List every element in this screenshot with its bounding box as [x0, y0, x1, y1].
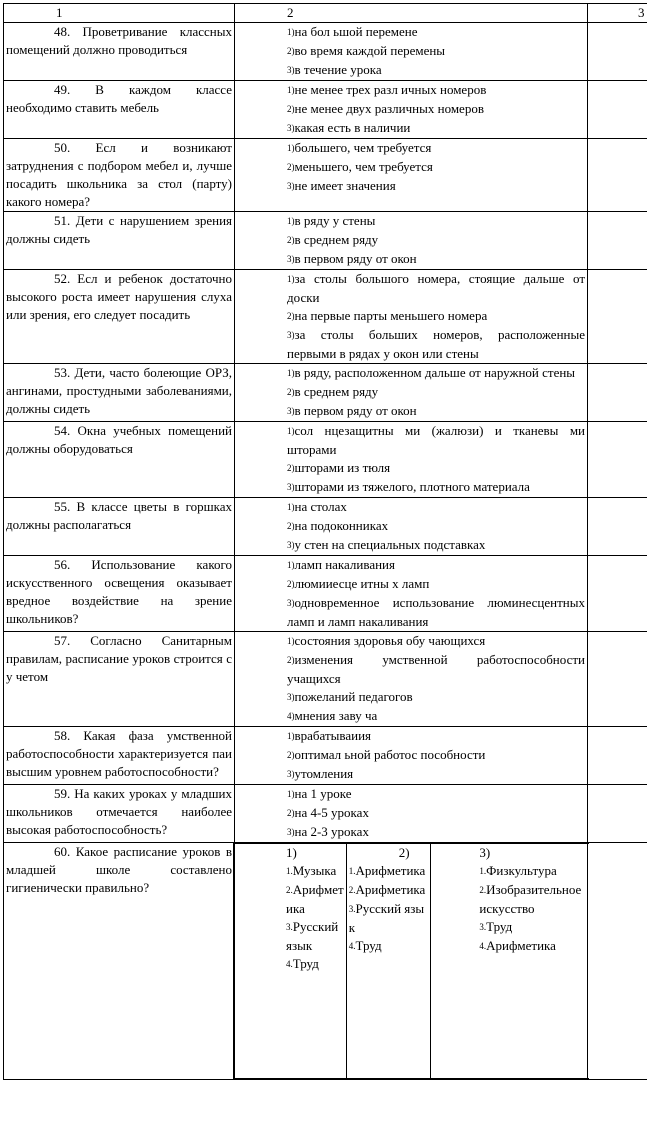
question-text: 49. В каждом классе необходимо ставить мебель [6, 82, 232, 115]
table-row [4, 212, 647, 270]
option-text: утомления [294, 766, 354, 781]
option-text: пожеланий педагогов [294, 689, 413, 704]
option-text: шторами из тяжелого, плотного материала [294, 479, 530, 494]
item-number: 4. [348, 941, 356, 951]
answer-option [287, 498, 585, 517]
answer-cell[interactable] [588, 556, 647, 632]
schedule-variants-cell [235, 843, 588, 1080]
question-text: 52. Есл и ребенок достаточно высокого роста имеет нарушения слуха или зрения, его следует посадить [6, 271, 232, 322]
question-cell [4, 270, 235, 364]
schedule-variant-2 [346, 844, 431, 1079]
question-cell [4, 498, 235, 556]
answer-option [287, 785, 585, 804]
item-text: Арифметика [355, 882, 426, 897]
question-cell [4, 81, 235, 139]
answer-option [287, 100, 585, 119]
variant-item [349, 862, 429, 881]
option-text: на столах [294, 499, 347, 514]
option-text: шторами из тюля [294, 460, 391, 475]
answer-option [287, 536, 585, 555]
item-text: Русский язык [348, 901, 425, 935]
option-number: 1) [287, 143, 295, 153]
variant-item [479, 881, 587, 918]
question-text: 60. Какое расписание уроков в младшей школе составлено гигиенически правильно? [6, 844, 232, 895]
answer-cell[interactable] [588, 785, 647, 843]
option-number: 1) [287, 274, 295, 284]
header-row [4, 4, 647, 23]
option-number: 2) [287, 463, 295, 473]
answer-option [287, 383, 585, 402]
question-cell [4, 422, 235, 498]
option-text: не менее двух различных номеров [294, 101, 484, 116]
option-text: за столы большого номера, стоящие дальше от доски [287, 271, 585, 305]
item-text: Арифметика [355, 863, 426, 878]
answer-option [287, 459, 585, 478]
item-text: Труд [355, 938, 382, 953]
item-number: 2. [286, 885, 293, 895]
option-number: 2) [287, 579, 295, 589]
answer-option [287, 765, 585, 784]
table-row [4, 556, 647, 632]
schedule-variant-3 [431, 844, 589, 1079]
option-text: какая есть в наличии [294, 120, 411, 135]
answer-option [287, 61, 585, 80]
answer-option [287, 804, 585, 823]
options-cell [235, 632, 588, 727]
table-row [4, 785, 647, 843]
option-text: ламп накаливания [294, 557, 395, 572]
option-number: 1) [287, 426, 295, 436]
question-text: 54. Окна учебных помещений должны оборудоваться [6, 423, 232, 456]
header-col-1: 1 [4, 4, 235, 23]
variant-label: 1) [286, 845, 297, 860]
table-row [4, 81, 647, 139]
schedule-variants [233, 843, 589, 1079]
answer-option [287, 746, 585, 765]
option-text: во время каждой перемены [294, 43, 446, 58]
option-text: меньшего, чем требуется [294, 159, 433, 174]
question-text: 50. Есл и возникают затруднения с подбором мебел и, лучше посадить школьника за стол (парту) какого номера? [6, 140, 232, 209]
option-number: 2) [287, 235, 295, 245]
option-number: 1) [287, 85, 295, 95]
answer-option [287, 422, 585, 459]
option-text: большего, чем требуется [294, 140, 432, 155]
question-text: 53. Дети, часто болеющие ОРЗ, ангинами, простудными заболеваниями, должны сидеть [6, 365, 232, 416]
option-number: 1) [287, 216, 295, 226]
answer-option [287, 707, 585, 726]
option-number: 2) [287, 750, 295, 760]
variant-item [479, 918, 587, 937]
answer-cell[interactable] [588, 843, 647, 1080]
option-number: 2) [287, 521, 295, 531]
option-number: 2) [287, 808, 295, 818]
answer-option [287, 42, 585, 61]
item-number: 3. [479, 922, 487, 932]
option-number: 1) [287, 636, 295, 646]
question-cell [4, 727, 235, 785]
answer-cell[interactable] [588, 727, 647, 785]
option-number: 2) [287, 104, 295, 114]
option-text: в ряду, расположенном дальше от наружной стены [294, 365, 576, 380]
item-text: Арифметика [486, 938, 556, 953]
answer-cell[interactable] [588, 364, 647, 422]
option-number: 2) [287, 46, 295, 56]
option-number: 2) [287, 655, 295, 665]
option-number: 2) [287, 311, 295, 321]
answer-option [287, 119, 585, 138]
options-cell [235, 785, 588, 843]
option-text: врабатываиия [294, 728, 372, 743]
option-number: 1) [287, 27, 295, 37]
options-cell [235, 727, 588, 785]
answer-cell[interactable] [588, 212, 647, 270]
item-number: 3. [286, 922, 293, 932]
answer-cell[interactable] [588, 498, 647, 556]
question-cell [4, 212, 235, 270]
option-number: 3) [287, 598, 295, 608]
table-row [4, 632, 647, 727]
option-text: на подоконниках [294, 518, 389, 533]
question-cell [4, 843, 235, 1080]
item-text: Музыка [292, 863, 337, 878]
table-row [4, 139, 647, 212]
option-number: 2) [287, 387, 295, 397]
variant-label: 3) [479, 845, 491, 860]
option-text: в среднем ряду [294, 232, 379, 247]
item-number: 1. [479, 866, 487, 876]
option-text: в первом ряду от окон [294, 251, 417, 266]
header-col-2: 2 [235, 4, 588, 23]
answer-cell[interactable] [588, 23, 647, 81]
answer-option [287, 575, 585, 594]
table-row [4, 843, 647, 1080]
option-number: 4) [287, 711, 295, 721]
option-text: на 2-3 уроках [294, 824, 369, 839]
answer-option [287, 823, 585, 842]
option-number: 1) [287, 368, 295, 378]
options-cell [235, 270, 588, 364]
variant-item [286, 918, 344, 955]
option-number: 1) [287, 502, 295, 512]
question-text: 57. Согласно Санитарным правилам, расписание уроков строится с у четом [6, 633, 232, 684]
option-text: за столы больших номеров, расположенные первыми в рядах у окон или стены [287, 327, 585, 361]
answer-option [287, 556, 585, 575]
option-text: на бол ьшой перемене [294, 24, 418, 39]
variant-item [286, 881, 344, 918]
options-cell [235, 81, 588, 139]
option-text: сол нцезащитны ми (жалюзи) и тканевы ми шторами [287, 423, 585, 457]
option-text: не имеет значения [294, 178, 396, 193]
variant-item [479, 862, 587, 881]
answer-option [287, 270, 585, 307]
answer-option [287, 517, 585, 536]
options-cell [235, 556, 588, 632]
option-number: 3) [287, 330, 295, 340]
table-row [4, 23, 647, 81]
options-cell [235, 212, 588, 270]
item-text: Арифметика [286, 882, 344, 916]
option-number: 3) [287, 482, 295, 492]
table-row [4, 270, 647, 364]
question-text: 56. Использование какого искусственного освещения оказывает вредное воздействие на зрение школьников? [6, 557, 232, 626]
answer-option [287, 478, 585, 497]
option-number: 3) [287, 181, 295, 191]
item-number: 1. [286, 866, 293, 876]
item-number: 2. [348, 885, 356, 895]
option-text: в среднем ряду [294, 384, 379, 399]
answer-option [287, 158, 585, 177]
answer-option [287, 594, 585, 631]
question-text: 51. Дети с нарушением зрения должны сидеть [6, 213, 232, 246]
variant-item [286, 862, 344, 881]
options-cell [235, 422, 588, 498]
answer-option [287, 364, 585, 383]
item-number: 4. [479, 941, 487, 951]
option-text: на первые парты меньшего номера [294, 308, 488, 323]
question-text: 55. В классе цветы в горшках должны располагаться [6, 499, 232, 532]
item-text: Физкультура [486, 863, 557, 878]
question-cell [4, 364, 235, 422]
answer-option [287, 688, 585, 707]
test-table [3, 3, 647, 1080]
question-cell [4, 556, 235, 632]
option-number: 3) [287, 540, 295, 550]
option-number: 3) [287, 254, 295, 264]
table-row [4, 422, 647, 498]
variant-label: 2) [398, 845, 410, 860]
option-number: 1) [287, 789, 295, 799]
item-number: 1. [348, 866, 356, 876]
answer-option [287, 23, 585, 42]
answer-cell[interactable] [588, 270, 647, 364]
option-text: у стен на специальных подставках [294, 537, 486, 552]
question-text: 58. Какая фаза умственной работоспособности характеризуется паи высшим уровнем работоспособности? [6, 728, 232, 779]
question-cell [4, 785, 235, 843]
option-text: одновременное использование люминесцентных ламп и ламп накаливания [287, 595, 585, 629]
variant-item [479, 937, 587, 956]
option-number: 1) [287, 731, 295, 741]
answer-option [287, 326, 585, 363]
answer-option [287, 632, 585, 651]
question-cell [4, 23, 235, 81]
answer-option [287, 402, 585, 421]
answer-cell[interactable] [588, 632, 647, 727]
item-number: 3. [348, 904, 356, 914]
answer-cell[interactable] [588, 422, 647, 498]
item-text: Труд [486, 919, 513, 934]
option-text: состояния здоровья обу чающихся [294, 633, 486, 648]
answer-cell[interactable] [588, 139, 647, 212]
variant-item [349, 900, 429, 937]
option-number: 3) [287, 406, 295, 416]
option-number: 3) [287, 65, 295, 75]
item-number: 2. [479, 885, 487, 895]
answer-option [287, 212, 585, 231]
option-number: 2) [287, 162, 295, 172]
question-text: 59. На каких уроках у младших школьников отмечается наиболее высокая работоспособность? [6, 786, 232, 837]
variant-item [286, 955, 344, 974]
table-row [4, 727, 647, 785]
option-number: 3) [287, 827, 295, 837]
table-body [4, 4, 647, 1080]
variant-item [349, 937, 429, 956]
table-row [4, 364, 647, 422]
schedule-variant-1 [234, 844, 347, 1079]
option-text: на 1 уроке [294, 786, 352, 801]
question-cell [4, 632, 235, 727]
option-text: оптимал ьной работос пособности [294, 747, 486, 762]
item-text: Труд [292, 956, 319, 971]
option-number: 3) [287, 769, 295, 779]
option-text: не менее трех разл ичных номеров [294, 82, 487, 97]
answer-option [287, 307, 585, 326]
option-number: 1) [287, 560, 295, 570]
option-text: люмииесце итны х ламп [294, 576, 430, 591]
item-number: 4. [286, 959, 293, 969]
option-text: мнения заву ча [294, 708, 378, 723]
table-row [4, 498, 647, 556]
options-cell [235, 498, 588, 556]
answer-option [287, 81, 585, 100]
option-number: 3) [287, 692, 295, 702]
answer-option [287, 139, 585, 158]
question-text: 48. Проветривание классных помещений должно проводиться [6, 24, 232, 57]
answer-option [287, 231, 585, 250]
option-text: в течение урока [294, 62, 382, 77]
option-text: в ряду у стены [294, 213, 376, 228]
option-text: изменения умственной работоспособности учащихся [287, 652, 585, 686]
option-text: на 4-5 уроках [294, 805, 369, 820]
answer-option [287, 177, 585, 196]
header-col-3: 3 [588, 4, 647, 23]
option-text: в первом ряду от окон [294, 403, 417, 418]
variant-item [349, 881, 429, 900]
options-cell [235, 139, 588, 212]
answer-option [287, 727, 585, 746]
answer-option [287, 250, 585, 269]
answer-option [287, 651, 585, 688]
item-text: Изобразительное искусство [479, 882, 582, 916]
option-number: 3) [287, 123, 295, 133]
options-cell [235, 23, 588, 81]
question-cell [4, 139, 235, 212]
item-text: Русский язык [286, 919, 339, 953]
options-cell [235, 364, 588, 422]
answer-cell[interactable] [588, 81, 647, 139]
